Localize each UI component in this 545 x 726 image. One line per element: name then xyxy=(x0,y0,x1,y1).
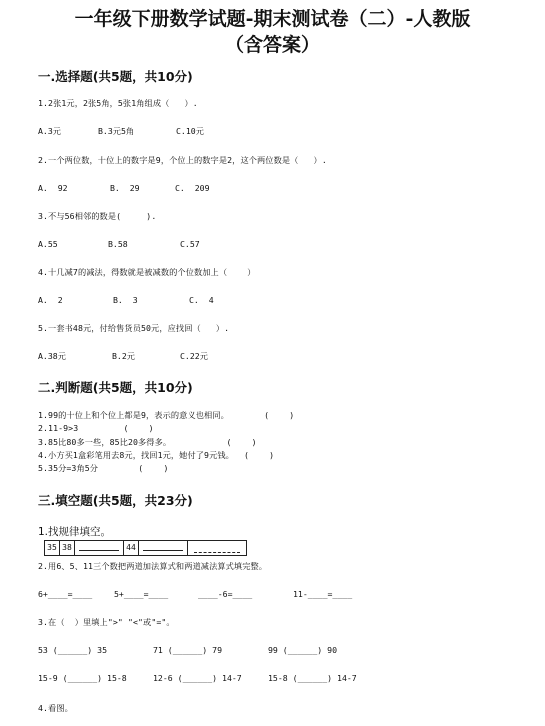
option-b: B. 29 xyxy=(110,183,140,193)
option-a: A.3元 xyxy=(38,126,61,136)
compare-item: 71 (______) 79 xyxy=(153,645,223,655)
question-4: 4.十几减7的减法，得数就是被减数的个位数加上（ ） xyxy=(38,267,256,277)
option-c: C.57 xyxy=(180,239,200,249)
question-2: 2.一个两位数，十位上的数字是9，个位上的数字是2，这个两位数是（ ）. xyxy=(38,155,327,165)
compare-item: 53 (______) 35 xyxy=(38,645,108,655)
equation: ____-6=____ xyxy=(198,589,253,599)
pattern-cell: 38 xyxy=(60,541,75,555)
option-a: A. 92 xyxy=(38,183,68,193)
option-a: A.38元 xyxy=(38,351,66,361)
pattern-table xyxy=(44,540,247,556)
option-a: A.55 xyxy=(38,239,58,249)
fill-question-4: 4.看图。 xyxy=(38,703,73,713)
option-b: B.3元5角 xyxy=(98,126,135,136)
fill-question-3: 3.在（ ）里填上">" "<"或"="。 xyxy=(38,617,175,627)
equation: 6+____=____ xyxy=(38,589,93,599)
judge-item: 2.11-9>3 ( ) xyxy=(38,423,154,433)
compare-item: 12-6 (______) 14-7 xyxy=(153,673,242,683)
fill-question-2: 2.用6、5、11三个数把两道加法算式和两道减法算式填完整。 xyxy=(38,561,268,571)
equation: 5+____=____ xyxy=(114,589,169,599)
option-b: B.2元 xyxy=(112,351,135,361)
fill-question-1: 1.找规律填空。 xyxy=(38,526,112,538)
pattern-blank[interactable] xyxy=(139,541,188,555)
option-a: A. 2 xyxy=(38,295,63,305)
pattern-blank[interactable] xyxy=(75,541,124,555)
option-c: C.22元 xyxy=(180,351,208,361)
pattern-blank[interactable] xyxy=(188,541,246,555)
pattern-cell: 35 xyxy=(45,541,60,555)
compare-item: 15-9 (______) 15-8 xyxy=(38,673,127,683)
page-subtitle: （含答案） xyxy=(224,34,320,56)
page-title: 一年级下册数学试题-期末测试卷（二）-人教版 xyxy=(74,8,471,30)
judge-item: 5.35分=3角5分 ( ) xyxy=(38,463,169,473)
option-b: B. 3 xyxy=(113,295,138,305)
section-heading-fill: 三.填空题(共5题，共23分) xyxy=(38,493,193,508)
option-c: C. 4 xyxy=(189,295,214,305)
question-5: 5.一套书48元，付给售货员50元，应找回（ ）. xyxy=(38,323,230,333)
option-c: C.10元 xyxy=(176,126,204,136)
pattern-cell: 44 xyxy=(124,541,139,555)
equation: 11-____=____ xyxy=(293,589,353,599)
judge-item: 1.99的十位上和个位上都是9，表示的意义也相同。 ( ) xyxy=(38,410,295,420)
compare-item: 99 (______) 90 xyxy=(268,645,338,655)
option-c: C. 209 xyxy=(175,183,210,193)
question-1: 1.2张1元，2张5角，5张1角组成（ ）. xyxy=(38,98,198,108)
option-b: B.58 xyxy=(108,239,128,249)
section-heading-choice: 一.选择题(共5题，共10分) xyxy=(38,69,193,84)
section-heading-judge: 二.判断题(共5题，共10分) xyxy=(38,380,193,395)
compare-item: 15-8 (______) 14-7 xyxy=(268,673,357,683)
judge-item: 3.85比80多一些，85比20多得多。 ( ) xyxy=(38,437,257,447)
question-3: 3.不与56相邻的数是( ). xyxy=(38,211,157,221)
judge-item: 4.小方买1盒彩笔用去8元，找回1元，她付了9元钱。 ( ) xyxy=(38,450,275,460)
